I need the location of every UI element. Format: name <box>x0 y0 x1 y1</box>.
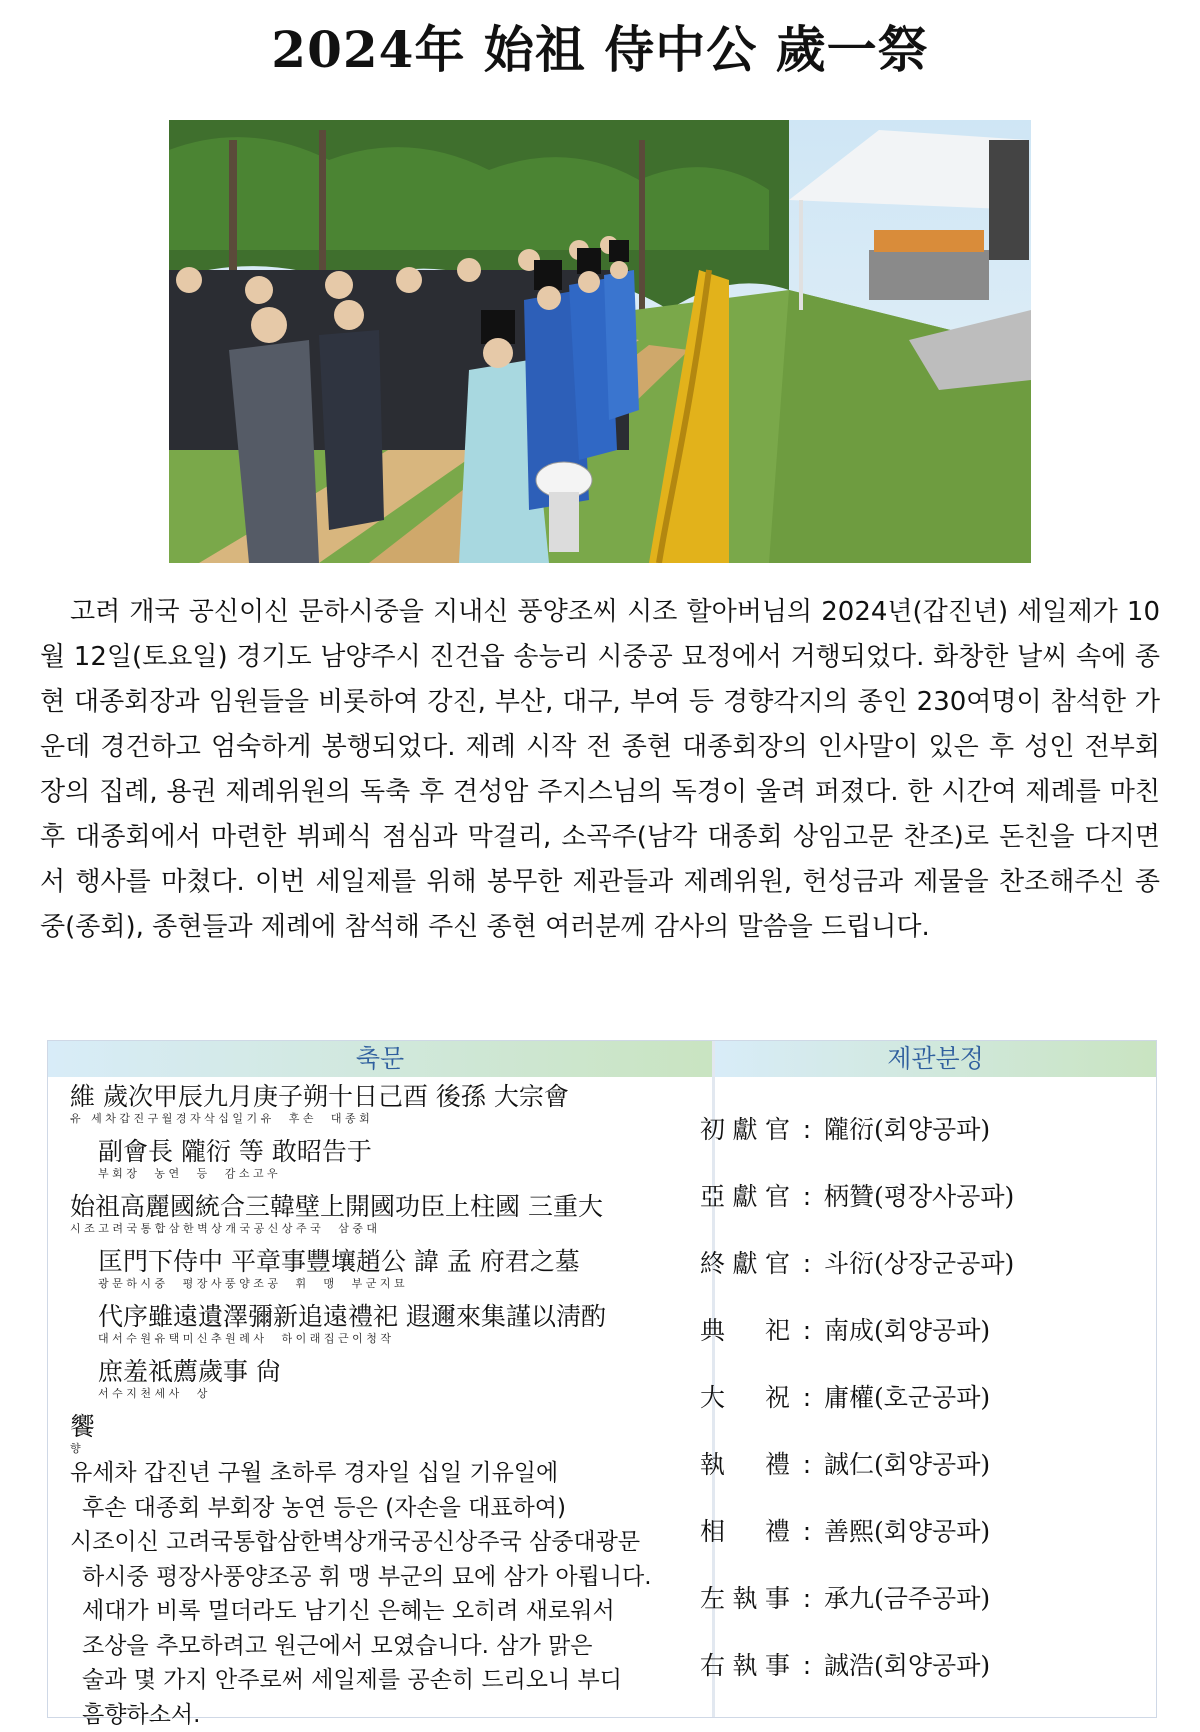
officer-row: 亞獻官 : 柄贊(평장사공파) <box>700 1177 1014 1217</box>
officer-row: 相禮 : 善熙(회양공파) <box>700 1512 990 1552</box>
officer-row: 執禮 : 誠仁(회양공파) <box>700 1445 990 1485</box>
prayer-line: 하시중 평장사풍양조공 휘 맹 부군의 묘에 삼가 아룁니다. <box>70 1560 710 1595</box>
hanja-line: 始祖高麗國統合三韓壁上開國功臣上柱國 三重大 시 조 고 려 국 통 합 삼 한 벽 상 개 국 공 신 상 주 국 삼 중 대 <box>70 1192 710 1247</box>
prayer-line: 조상을 추모하려고 원근에서 모였습니다. 삼가 맑은 <box>70 1629 710 1664</box>
prayer-line: 세대가 비록 멀더라도 남기신 은혜는 오히려 새로워서 <box>70 1594 710 1629</box>
prayer-line: 유세차 갑진년 구월 초하루 경자일 십일 기유일에 <box>70 1456 710 1491</box>
hanja-line: 匡門下侍中 平章事豐壤趙公 諱 孟 府君之墓 광 문 하 시 중 평 장 사 풍 양 조 공 휘 맹 부 군 지 묘 <box>70 1247 710 1302</box>
officer-row: 右執事 : 誠浩(회양공파) <box>700 1646 990 1686</box>
prayer-line: 흠향하소서. <box>70 1698 710 1732</box>
prayer-line: 후손 대종회 부회장 농연 등은 (자손을 대표하여) <box>70 1491 710 1526</box>
memorial-ceremony-photo-icon <box>169 120 1031 563</box>
ceremony-photo <box>169 120 1031 563</box>
prayer-header: 축문 <box>48 1041 712 1077</box>
hanja-line: 副會長 隴衍 等 敢昭告于 부 회 장 농 연 등 감 소 고 우 <box>70 1137 710 1192</box>
prayer-korean <box>70 1456 710 1732</box>
prayer-line: 시조이신 고려국통합삼한벽상개국공신상주국 삼중대광문 <box>70 1525 710 1560</box>
intro-paragraph: 고려 개국 공신이신 문하시중을 지내신 풍양조씨 시조 할아버님의 2024년(갑진년) 세일제가 10월 12일(토요일) 경기도 남양주시 진건읍 송능리 시중공 묘정에서 거행되었다. 화창한 날씨 속에 종현 대종회장과 임원들을 비롯하여 강진, 부산, 대구, 부여 등 경향각지의 종인 230여명이 참석한 가운데 경건하고 엄숙하게 봉행되었다. 제례 시작 전 종현 대종회장의 인사말이 있은 후 성인 전부회장의 집례, 용권 제례위원의 독축 후 견성암 주지스님의 독경이 울려 퍼졌다. 한 시간여 제례를 마친 후 대종회에서 마련한 뷔페식 점심과 막걸리, 소곡주(남각 대종회 상임고문 찬조)로 돈친을 다지면서 행사를 마쳤다. 이번 세일제를 위해 봉무한 제관들과 제례위원, 헌성금과 제물을 찬조해주신 종중(종회), 종현들과 제례에 참석해 주신 종현 여러분께 감사의 말씀을 드립니다. <box>40 590 1160 950</box>
prayer-hanja <box>70 1082 710 1467</box>
officer-row: 典祀 : 南成(회양공파) <box>700 1311 990 1351</box>
page-title: 2024年 始祖 侍中公 歲一祭 <box>0 18 1200 82</box>
hanja-line: 庶羞祗薦歲事 尙 서 수 지 천 세 사 상 <box>70 1357 710 1412</box>
officer-row: 初獻官 : 隴衍(회양공파) <box>700 1110 990 1150</box>
hanja-line: 代序雖遠遺澤彌新追遠禮祀 遐邇來集謹以淸酌 대 서 수 원 유 택 미 신 추 원 례 사 하 이 래 집 근 이 청 작 <box>70 1302 710 1357</box>
officer-row: 終獻官 : 斗衍(상장군공파) <box>700 1244 1014 1284</box>
prayer-line: 술과 몇 가지 안주로써 세일제를 공손히 드리오니 부디 <box>70 1663 710 1698</box>
officer-row: 大祝 : 庸權(호군공파) <box>700 1378 990 1418</box>
hanja-line: 饗 향 <box>70 1412 710 1467</box>
officer-row: 左執事 : 承九(금주공파) <box>700 1579 990 1619</box>
hanja-line: 維 歲次甲辰九月庚子朔十日己酉 後孫 大宗會 유 세 차 갑 진 구 월 경 자 삭 십 일 기 유 후 손 대 종 회 <box>70 1082 710 1137</box>
officers-header: 제관분정 <box>715 1041 1156 1077</box>
